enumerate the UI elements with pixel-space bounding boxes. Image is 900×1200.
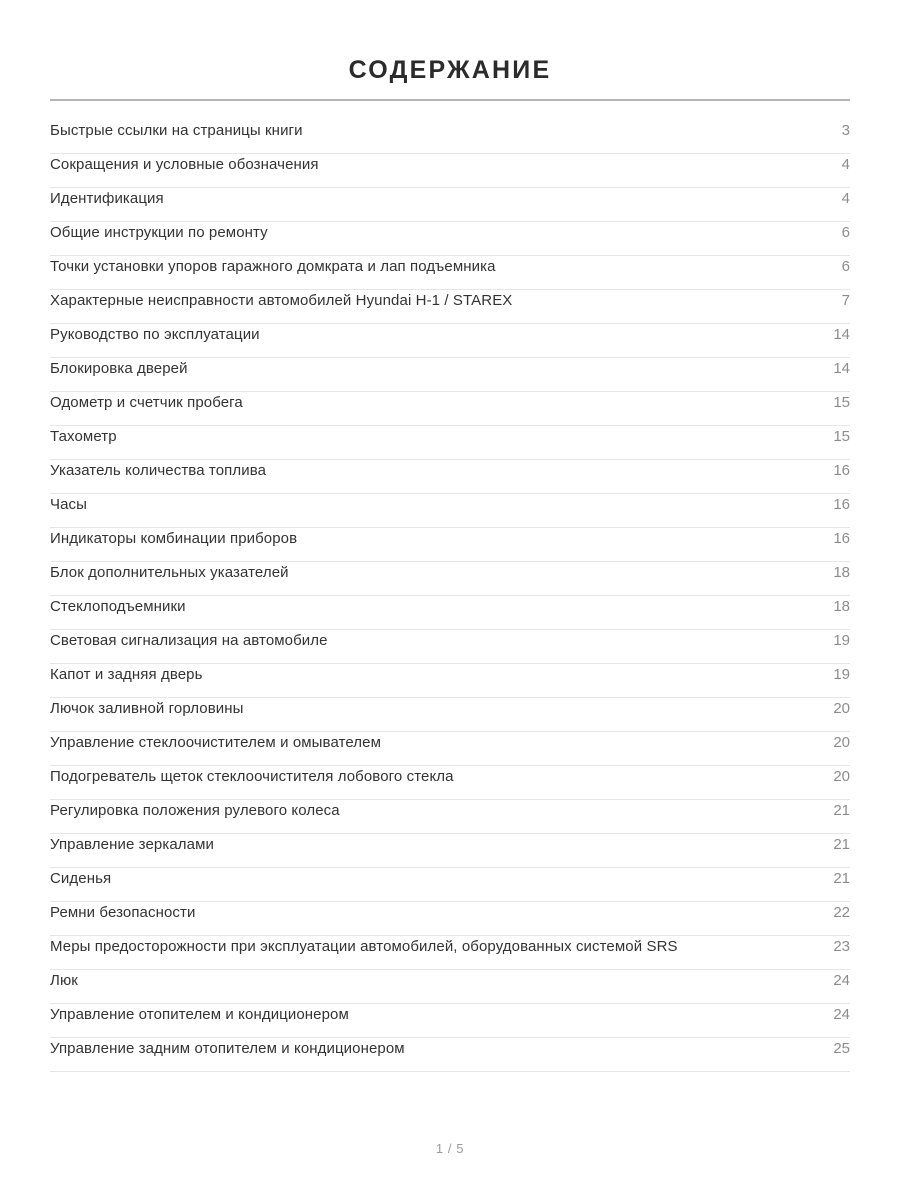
toc-entry-page-number: 15 <box>833 428 850 445</box>
toc-entry-label: Управление стеклоочистителем и омывателем <box>50 734 382 751</box>
toc-entry-page-number: 18 <box>833 598 850 615</box>
toc-entry[interactable] <box>50 902 850 936</box>
toc-entry-label: Одометр и счетчик пробега <box>50 394 243 411</box>
toc-entry-page-number: 22 <box>833 904 850 921</box>
toc-entry-label: Сокращения и условные обозначения <box>50 156 319 173</box>
toc-entry[interactable] <box>50 120 850 154</box>
toc-entry-page-number: 15 <box>833 394 850 411</box>
toc-entry-page-number: 16 <box>833 530 850 547</box>
toc-entry-page-number: 4 <box>841 190 850 207</box>
toc-entry-label: Управление зеркалами <box>50 836 214 853</box>
toc-entry-page-number: 16 <box>833 462 850 479</box>
table-of-contents <box>50 99 850 1072</box>
toc-entry-page-number: 20 <box>833 734 850 751</box>
toc-entry-page-number: 4 <box>841 156 850 173</box>
toc-entry[interactable] <box>50 290 850 324</box>
toc-entry-page-number: 14 <box>833 326 850 343</box>
toc-entry-page-number: 19 <box>833 666 850 683</box>
toc-entry-label: Часы <box>50 496 88 513</box>
toc-entry-page-number: 24 <box>833 1006 850 1023</box>
toc-entry[interactable] <box>50 868 850 902</box>
toc-entry-label: Быстрые ссылки на страницы книги <box>50 122 303 139</box>
toc-entry-label: Стеклоподъемники <box>50 598 186 615</box>
toc-entry-page-number: 21 <box>833 802 850 819</box>
toc-entry-label: Световая сигнализация на автомобиле <box>50 632 328 649</box>
toc-entry[interactable] <box>50 154 850 188</box>
toc-entry[interactable] <box>50 392 850 426</box>
toc-entry-page-number: 24 <box>833 972 850 989</box>
toc-entry-page-number: 6 <box>841 258 850 275</box>
toc-entry-label: Лючок заливной горловины <box>50 700 244 717</box>
toc-entry[interactable] <box>50 834 850 868</box>
toc-entry-label: Подогреватель щеток стеклоочистителя лобового стекла <box>50 768 454 785</box>
toc-entry[interactable] <box>50 800 850 834</box>
toc-entry[interactable] <box>50 256 850 290</box>
toc-entry-page-number: 7 <box>841 292 850 309</box>
toc-entry[interactable] <box>50 732 850 766</box>
toc-entry-label: Капот и задняя дверь <box>50 666 203 683</box>
toc-entry[interactable] <box>50 698 850 732</box>
toc-entry[interactable] <box>50 324 850 358</box>
toc-entry[interactable] <box>50 1004 850 1038</box>
toc-entry-page-number: 16 <box>833 496 850 513</box>
toc-entry[interactable] <box>50 664 850 698</box>
page-title: СОДЕРЖАНИЕ <box>348 55 552 84</box>
toc-entry[interactable] <box>50 426 850 460</box>
toc-entry-page-number: 6 <box>841 224 850 241</box>
toc-entry-label: Характерные неисправности автомобилей Hyundai H-1 / STAREX <box>50 292 513 309</box>
toc-entry[interactable] <box>50 358 850 392</box>
toc-entry-label: Ремни безопасности <box>50 904 196 921</box>
toc-entry-label: Руководство по эксплуатации <box>50 326 260 343</box>
toc-entry-label: Люк <box>50 972 78 989</box>
toc-entry[interactable] <box>50 562 850 596</box>
toc-entry-label: Меры предосторожности при эксплуатации автомобилей, оборудованных системой SRS <box>50 938 678 955</box>
toc-entry[interactable] <box>50 970 850 1004</box>
toc-entry[interactable] <box>50 222 850 256</box>
toc-entry-page-number: 20 <box>833 700 850 717</box>
toc-entry-label: Сиденья <box>50 870 112 887</box>
toc-entry-page-number: 23 <box>833 938 850 955</box>
toc-entry[interactable] <box>50 528 850 562</box>
toc-entry-page-number: 3 <box>841 122 850 139</box>
toc-entry[interactable] <box>50 766 850 800</box>
toc-entry-label: Точки установки упоров гаражного домкрата и лап подъемника <box>50 258 496 275</box>
toc-entry-label: Регулировка положения рулевого колеса <box>50 802 340 819</box>
toc-entry[interactable] <box>50 460 850 494</box>
toc-entry[interactable] <box>50 630 850 664</box>
toc-entry[interactable] <box>50 1038 850 1072</box>
toc-entry[interactable] <box>50 494 850 528</box>
toc-entry-page-number: 18 <box>833 564 850 581</box>
toc-entry-page-number: 20 <box>833 768 850 785</box>
toc-list <box>50 120 850 1072</box>
toc-entry-label: Управление задним отопителем и кондиционером <box>50 1040 405 1057</box>
toc-entry-label: Управление отопителем и кондиционером <box>50 1006 349 1023</box>
toc-entry-page-number: 21 <box>833 836 850 853</box>
toc-entry-page-number: 21 <box>833 870 850 887</box>
toc-entry-page-number: 25 <box>833 1040 850 1057</box>
page-indicator: 1 / 5 <box>435 1141 465 1156</box>
toc-entry-label: Блокировка дверей <box>50 360 188 377</box>
toc-entry-label: Индикаторы комбинации приборов <box>50 530 298 547</box>
toc-entry[interactable] <box>50 596 850 630</box>
toc-entry-label: Идентификация <box>50 190 164 207</box>
toc-entry-label: Тахометр <box>50 428 117 445</box>
toc-entry-label: Блок дополнительных указателей <box>50 564 289 581</box>
toc-entry[interactable] <box>50 936 850 970</box>
toc-entry-page-number: 19 <box>833 632 850 649</box>
toc-entry[interactable] <box>50 188 850 222</box>
toc-entry-page-number: 14 <box>833 360 850 377</box>
toc-entry-label: Указатель количества топлива <box>50 462 267 479</box>
toc-entry-label: Общие инструкции по ремонту <box>50 224 268 241</box>
toc-top-divider <box>50 99 850 101</box>
